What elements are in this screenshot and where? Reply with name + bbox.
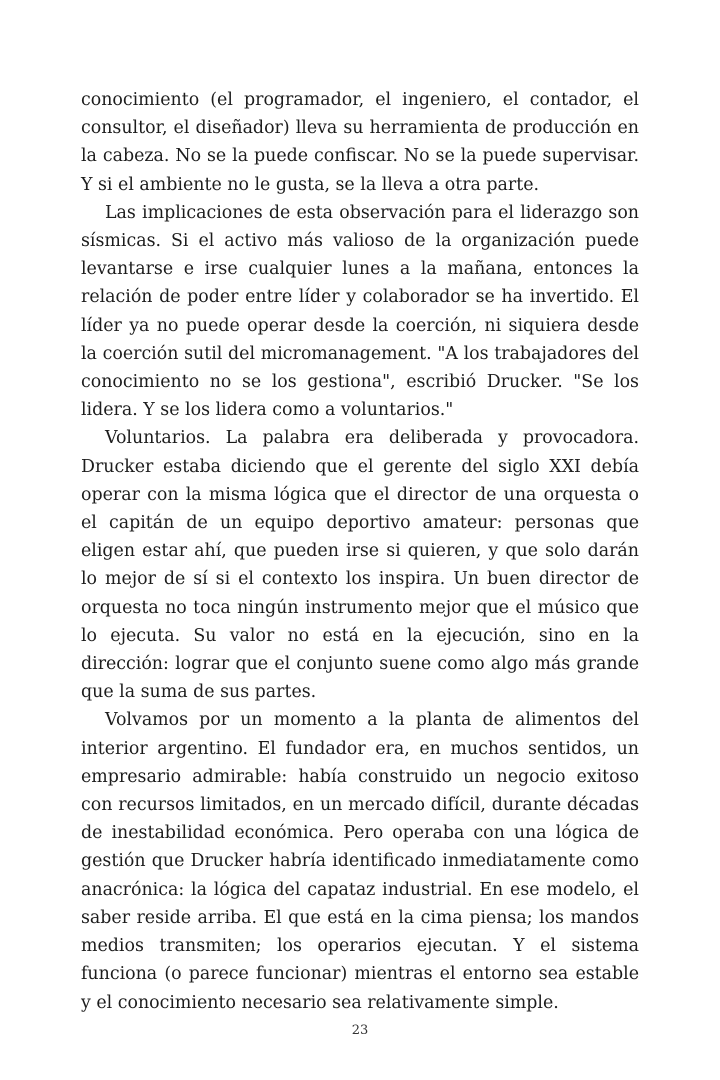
book-page-body [81, 86, 639, 1017]
paragraph-2: Las implicaciones de esta observación para el liderazgo son sísmicas. Si el activo más valioso de la organización puede levantarse e irse cualquier lunes a la mañana, entonces la relación de poder entre líder y colaborador se ha invertido. El líder ya no puede operar desde la coerción, ni siquiera desde la coerción sutil del micromanagement. "A los trabajadores del conocimiento no se los gestiona", escribió Drucker. "Se los lidera. Y se los lidera como a voluntarios." [81, 202, 639, 421]
paragraph-3: Voluntarios. La palabra era deliberada y provocadora. Drucker estaba diciendo que el gerente del siglo XXI debía operar con la misma lógica que el director de una orquesta o el capitán de un equipo deportivo amateur: personas que eligen estar ahí, que pueden irse si quieren, y que solo darán lo mejor de sí si el contexto los inspira. Un buen director de orquesta no toca ningún instrumento mejor que el músico que lo ejecuta. Su valor no está en la ejecución, sino en la dirección: lograr que el conjunto suene como algo más grande que la suma de sus partes. [81, 428, 639, 703]
page-number: 23 [351, 1023, 369, 1038]
paragraph-1: conocimiento (el programador, el ingeniero, el contador, el consultor, el diseñador) lleva su herramienta de producción en la cabeza. No se la puede confiscar. No se la puede supervisar. Y si el ambiente no le gusta, se la lleva a otra parte. [81, 90, 639, 195]
paragraph-4: Volvamos por un momento a la planta de alimentos del interior argentino. El fundador era, en muchos sentidos, un empresario admirable: había construido un negocio exitoso con recursos limitados, en un mercado difícil, durante décadas de inestabilidad económica. Pero operaba con una lógica de gestión que Drucker habría identificado inmediatamente como anacrónica: la lógica del capataz industrial. En ese modelo, el saber reside arriba. El que está en la cima piensa; los mandos medios transmiten; los operarios ejecutan. Y el sistema funciona (o parece funcionar) mientras el entorno sea estable y el conocimiento necesario sea relativamente simple. [81, 710, 639, 1013]
